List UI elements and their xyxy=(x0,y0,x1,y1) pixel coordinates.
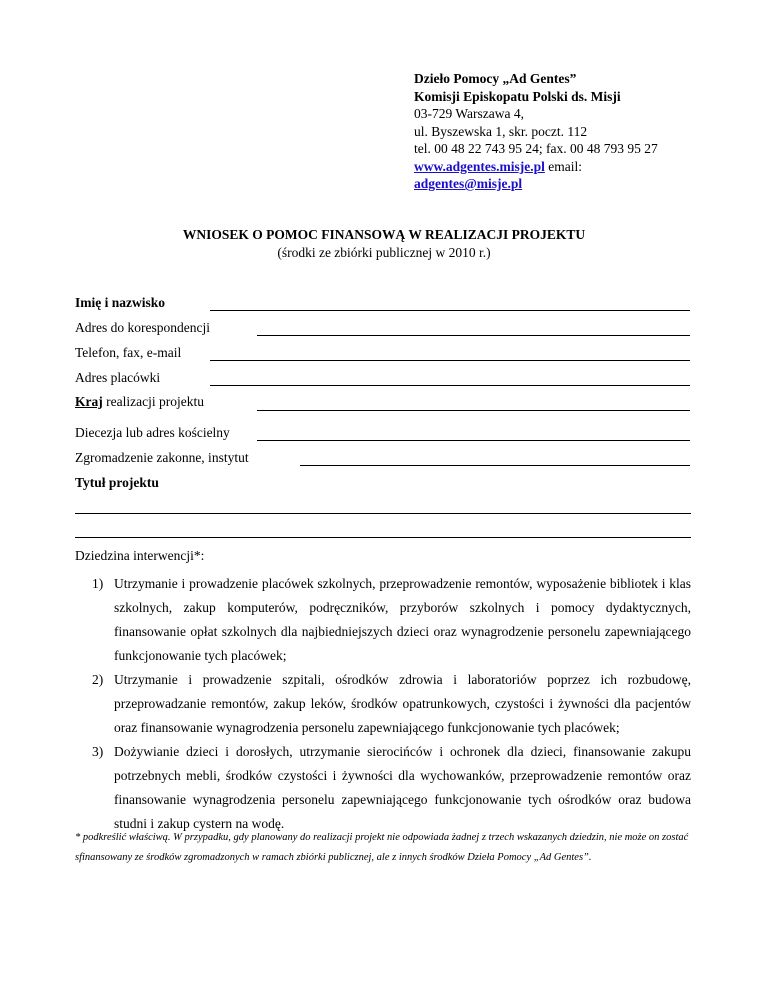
form-title: WNIOSEK O POMOC FINANSOWĄ W REALIZACJI PROJEKTU xyxy=(182,227,586,242)
field-congregation xyxy=(75,449,249,467)
field-mailing-address xyxy=(75,319,210,337)
field-name-line[interactable] xyxy=(210,310,690,311)
intervention-item-number: 1) xyxy=(92,576,104,591)
footnote: * podkreślić właściwą. W przypadku, gdy planowany do realizacji projekt nie odpowiada żadnej z trzech wskazanych dziedzin, nie może on zostać sfinansowany ze środków zgromadzonych w ramach zbiórki publicznej, ale z innych środków Dzieła Pomocy „Ad Gentes”. xyxy=(75,832,689,863)
org-phone: tel. 00 48 22 743 95 24; fax. 00 48 793 95 27 xyxy=(414,141,658,156)
field-name-label: Imię i nazwisko xyxy=(75,295,166,310)
form-subtitle: (środki ze zbiórki publicznej w 2010 r.) xyxy=(277,245,491,260)
field-contact-line[interactable] xyxy=(210,360,690,361)
website-link[interactable]: www.adgentes.misje.pl xyxy=(414,158,545,174)
intervention-item xyxy=(75,572,691,668)
field-facility-address xyxy=(75,369,160,387)
email-link[interactable]: adgentes@misje.pl xyxy=(414,176,523,191)
org-commission: Komisji Episkopatu Polski ds. Misji xyxy=(414,88,621,104)
org-address-line2: ul. Byszewska 1, skr. poczt. 112 xyxy=(414,123,588,139)
project-title-line-1[interactable] xyxy=(75,513,691,514)
field-project-title xyxy=(75,474,159,492)
field-facility-address-label: Adres placówki xyxy=(75,370,161,385)
org-web-line xyxy=(414,158,754,176)
field-name xyxy=(75,294,165,312)
field-mailing-address-line[interactable] xyxy=(257,335,690,336)
org-name: Dzieło Pomocy „Ad Gentes” xyxy=(414,71,577,86)
intervention-item xyxy=(75,668,691,740)
intervention-label: Dziedzina interwencji*: xyxy=(75,548,205,563)
field-project-title-label: Tytuł projektu xyxy=(75,475,159,490)
intervention-item-text: Utrzymanie i prowadzenie szpitali, ośrodków zdrowia i laboratoriów poprzez ich rozbudowę, przeprowadzanie remontów, zakup leków, środków opatrunkowych, czystości i żywności dla pacjentów oraz finansowanie wynagrodzenia personelu zapewniającego funkcjonowanie tych placówek; xyxy=(114,672,691,735)
field-country xyxy=(75,393,204,411)
field-diocese xyxy=(75,424,230,442)
org-address-line1: 03-729 Warszawa 4, xyxy=(414,106,525,121)
email-label: email: xyxy=(544,158,582,174)
intervention-item-text: Utrzymanie i prowadzenie placówek szkolnych, przeprowadzenie remontów, wyposażenie bibliotek i klas szkolnych, zakup komputerów, podręczników, przyborów szkolnych i pomocy dydaktycznych, finansowanie opłat szkolnych dla najbiedniejszych dzieci oraz wynagrodzenie personelu zapewniającego funkcjonowanie tych placówek; xyxy=(114,576,691,663)
field-contact-label: Telefon, fax, e-mail xyxy=(75,345,182,360)
field-mailing-address-label: Adres do korespondencji xyxy=(75,320,210,335)
field-congregation-label: Zgromadzenie zakonne, instytut xyxy=(75,450,249,465)
field-country-line[interactable] xyxy=(257,410,690,411)
intervention-item xyxy=(75,740,691,836)
field-country-label-rest: realizacji projektu xyxy=(102,394,204,409)
intervention-item-number: 3) xyxy=(92,744,104,759)
field-diocese-label: Diecezja lub adres kościelny xyxy=(75,425,230,440)
project-title-line-2[interactable] xyxy=(75,537,691,538)
field-contact xyxy=(75,344,181,362)
field-country-label-bold: Kraj xyxy=(75,394,103,409)
intervention-item-text: Dożywianie dzieci i dorosłych, utrzymanie sierocińców i ochronek dla dzieci, finansowanie zakupu potrzebnych mebli, środków czystości i żywności dla wychowanków, przeprowadzenie remontów oraz finansowanie wynagrodzenia personelu zapewniającego funkcjonowanie tych ośrodków oraz budowa studni i zakup cystern na wodę. xyxy=(114,744,691,831)
intervention-item-number: 2) xyxy=(92,672,104,687)
field-facility-address-line[interactable] xyxy=(210,385,690,386)
field-congregation-line[interactable] xyxy=(300,465,690,466)
field-diocese-line[interactable] xyxy=(257,440,690,441)
intervention-list xyxy=(75,572,691,836)
organization-header xyxy=(414,70,754,193)
